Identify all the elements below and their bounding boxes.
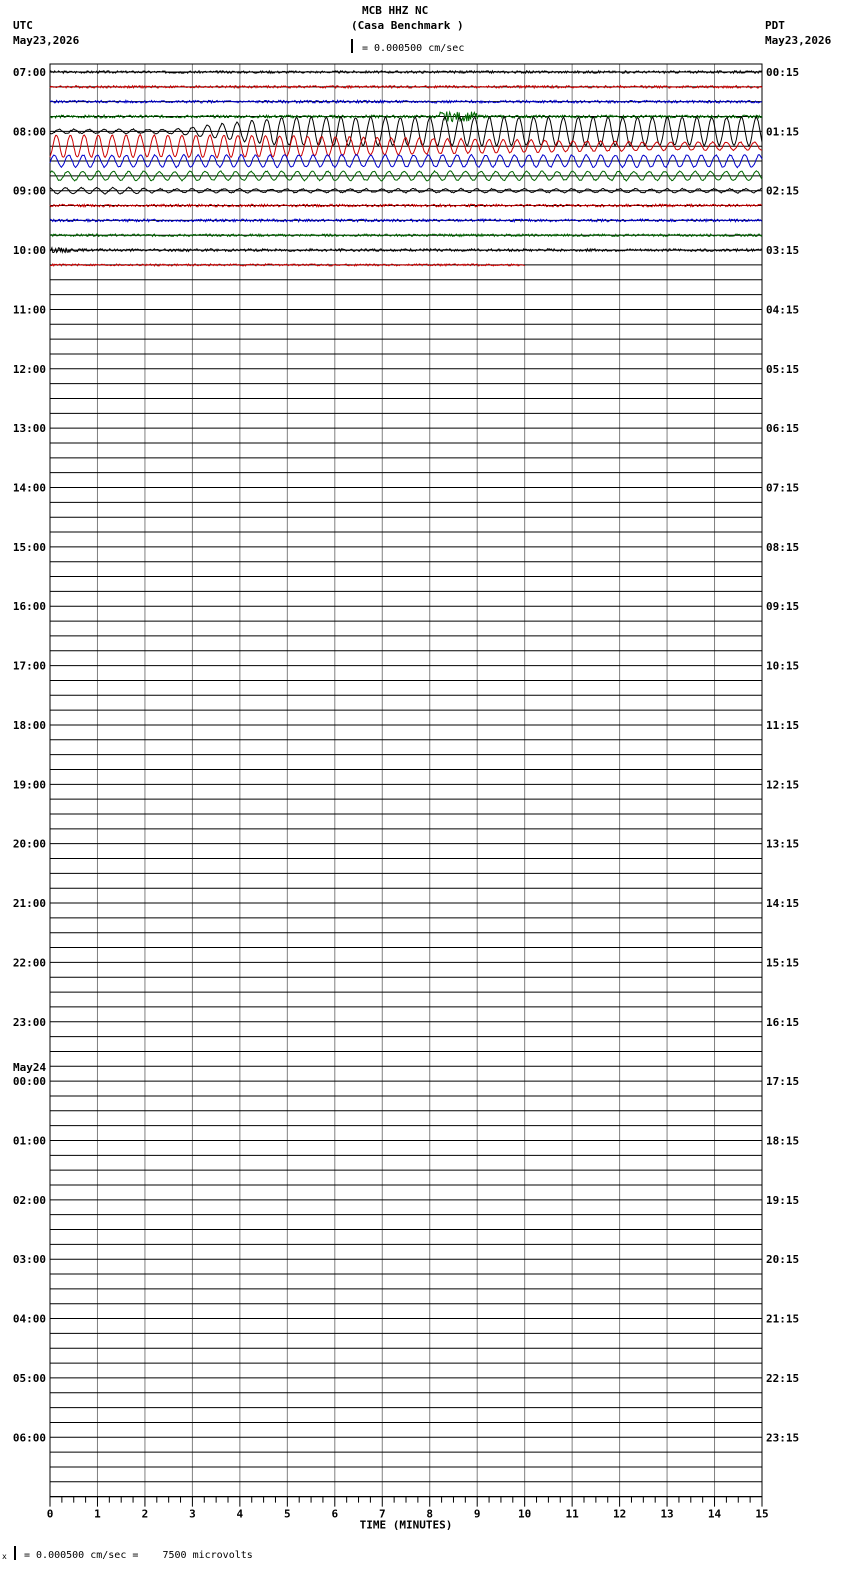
right-hour-label: 16:15 bbox=[766, 1015, 800, 1029]
left-hour-label: 11:00 bbox=[12, 303, 46, 317]
left-hour-label: 02:00 bbox=[12, 1193, 46, 1207]
left-hour-label: 15:00 bbox=[12, 540, 46, 554]
right-hour-label: 05:15 bbox=[766, 362, 800, 376]
x-tick-label: 4 bbox=[236, 1507, 244, 1521]
right-hour-label: 04:15 bbox=[766, 303, 800, 317]
seismic-trace bbox=[50, 86, 762, 88]
footer-scale-text: = 0.000500 cm/sec = 7500 microvolts bbox=[24, 1550, 253, 1561]
left-hour-label: 03:00 bbox=[12, 1253, 46, 1267]
left-hour-label: 07:00 bbox=[12, 66, 46, 79]
left-hour-label: 17:00 bbox=[12, 659, 46, 673]
plot-frame bbox=[50, 64, 762, 1497]
right-hour-label: 11:15 bbox=[766, 718, 800, 732]
left-hour-label: 21:00 bbox=[12, 897, 46, 911]
left-hour-label: 04:00 bbox=[12, 1312, 46, 1326]
x-tick-label: 8 bbox=[426, 1507, 434, 1521]
x-tick-label: 14 bbox=[707, 1507, 722, 1521]
left-hour-label: 18:00 bbox=[12, 718, 46, 732]
left-hour-label: 08:00 bbox=[12, 125, 46, 139]
x-tick-label: 15 bbox=[755, 1507, 769, 1521]
right-hour-label: 02:15 bbox=[766, 184, 800, 198]
left-date: May23,2026 bbox=[13, 34, 80, 47]
x-axis-label: TIME (MINUTES) bbox=[359, 1518, 453, 1532]
x-tick-label: 10 bbox=[518, 1507, 532, 1521]
site-subtitle: (Casa Benchmark ) bbox=[351, 19, 464, 32]
x-tick-label: 6 bbox=[331, 1507, 339, 1521]
footer-scale-prefix: x bbox=[2, 1552, 7, 1561]
right-hour-label: 18:15 bbox=[766, 1134, 800, 1148]
left-hour-label: 14:00 bbox=[12, 481, 46, 495]
x-tick-label: 13 bbox=[660, 1507, 674, 1521]
right-hour-label: 10:15 bbox=[766, 659, 800, 673]
left-hour-label: 01:00 bbox=[12, 1134, 46, 1148]
left-timezone: UTC bbox=[13, 19, 33, 32]
right-hour-label: 07:15 bbox=[766, 481, 800, 495]
left-hour-label: 05:00 bbox=[12, 1371, 46, 1385]
day-change-label: May24 bbox=[13, 1061, 47, 1075]
left-hour-label: 16:00 bbox=[12, 600, 46, 614]
right-date: May23,2026 bbox=[765, 34, 832, 47]
scale-text: = 0.000500 cm/sec bbox=[362, 43, 465, 54]
right-hour-label: 15:15 bbox=[766, 956, 800, 970]
right-hour-label: 14:15 bbox=[766, 897, 800, 911]
right-timezone: PDT bbox=[765, 19, 785, 32]
right-hour-label: 06:15 bbox=[766, 422, 800, 436]
right-hour-label: 13:15 bbox=[766, 837, 800, 851]
left-hour-label: 22:00 bbox=[12, 956, 46, 970]
right-hour-label: 12:15 bbox=[766, 778, 800, 792]
right-hour-label: 17:15 bbox=[766, 1075, 800, 1089]
left-hour-label: 12:00 bbox=[12, 362, 46, 376]
seismic-trace bbox=[50, 71, 762, 73]
x-tick-label: 3 bbox=[189, 1507, 196, 1521]
left-hour-label: 19:00 bbox=[12, 778, 46, 792]
x-tick-label: 9 bbox=[473, 1507, 481, 1521]
right-hour-label: 19:15 bbox=[766, 1193, 800, 1207]
right-hour-label: 21:15 bbox=[766, 1312, 800, 1326]
x-tick-label: 11 bbox=[565, 1507, 579, 1521]
right-hour-label: 03:15 bbox=[766, 244, 800, 258]
left-hour-label: 20:00 bbox=[12, 837, 46, 851]
left-hour-label: 00:00 bbox=[12, 1075, 46, 1089]
left-hour-label: 06:00 bbox=[12, 1431, 46, 1445]
right-hour-label: 00:15 bbox=[766, 66, 800, 79]
right-hour-label: 09:15 bbox=[766, 600, 800, 614]
right-hour-label: 08:15 bbox=[766, 540, 800, 554]
right-hour-label: 22:15 bbox=[766, 1371, 800, 1385]
station-title: MCB HHZ NC bbox=[362, 4, 429, 17]
left-hour-label: 23:00 bbox=[12, 1015, 46, 1029]
left-hour-label: 13:00 bbox=[12, 422, 46, 436]
left-hour-label: 10:00 bbox=[12, 244, 46, 258]
x-tick-label: 5 bbox=[284, 1507, 291, 1521]
x-tick-label: 12 bbox=[612, 1507, 627, 1521]
x-tick-label: 1 bbox=[94, 1507, 101, 1521]
x-tick-label: 7 bbox=[378, 1507, 386, 1521]
x-tick-label: 2 bbox=[141, 1507, 149, 1521]
right-hour-label: 23:15 bbox=[766, 1431, 800, 1445]
right-hour-label: 01:15 bbox=[766, 125, 800, 139]
x-tick-label: 0 bbox=[46, 1507, 54, 1521]
seismic-trace bbox=[50, 204, 762, 207]
right-hour-label: 20:15 bbox=[766, 1253, 800, 1267]
left-hour-label: 09:00 bbox=[12, 184, 46, 198]
